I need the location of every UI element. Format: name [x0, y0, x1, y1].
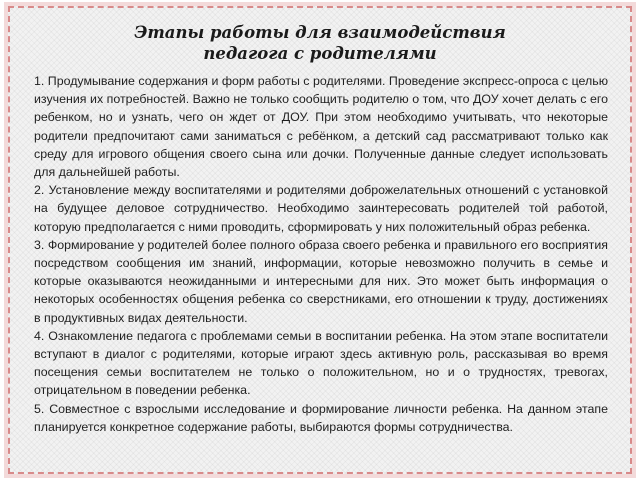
slide-frame [8, 6, 632, 474]
slide-title [30, 22, 610, 64]
slide-title-line-2: педагога с родителями [203, 44, 437, 63]
stage-paragraph-5: 5. Совместное с взрослыми исследование и формирование личности ребенка. На данном этапе планируется конкретное содержание работы, выбираются формы сотрудничества. [34, 401, 608, 434]
stage-paragraph-2: 2. Установление между воспитателями и родителями доброжелательных отношений с установкой на будущее деловое сотрудничество. Необходимо заинтересовать родителей той работой, которую предполагается с ними проводить, сформировать у них положительный образ ребенка. [34, 183, 608, 234]
stage-paragraph-4: 4. Ознакомление педагога с проблемами семьи в воспитании ребенка. На этом этапе воспитатели вступают в диалог с родителями, которые играют здесь активную роль, рассказывая во время посещения семьи воспитателем не только о положительном, но и о трудностях, тревогах, отрицательном в поведении ребенка. [34, 328, 608, 398]
stage-paragraph-3: 3. Формирование у родителей более полного образа своего ребенка и правильного его восприятия посредством сообщения им знаний, информации, которые невозможно получить в семье и которые оказываются неожиданными и интересными для них. Это может быть информация о некоторых особенностях общения ребенка со сверстниками, его отношении к труду, достижениях в продуктивных видах деятельности. [34, 237, 608, 325]
slide-title-line-1: Этапы работы для взаимодействия [134, 23, 506, 42]
stage-paragraph-1: 1. Продумывание содержания и форм работы с родителями. Проведение экспресс-опроса с целью изучения их потребностей. Важно не только сообщить родителю о том, что ДОУ хочет делать с его ребенком, но и узнать, чего он ждет от ДОУ. При этом необходимо учитывать, что некоторые родители предпочитают сами заниматься с ребёнком, а детский сад рассматривают только как среду для игрового общения своего сына или дочки. Полученные данные следует использовать для дальнейшей работы. [34, 74, 608, 180]
stages-list [34, 72, 608, 436]
